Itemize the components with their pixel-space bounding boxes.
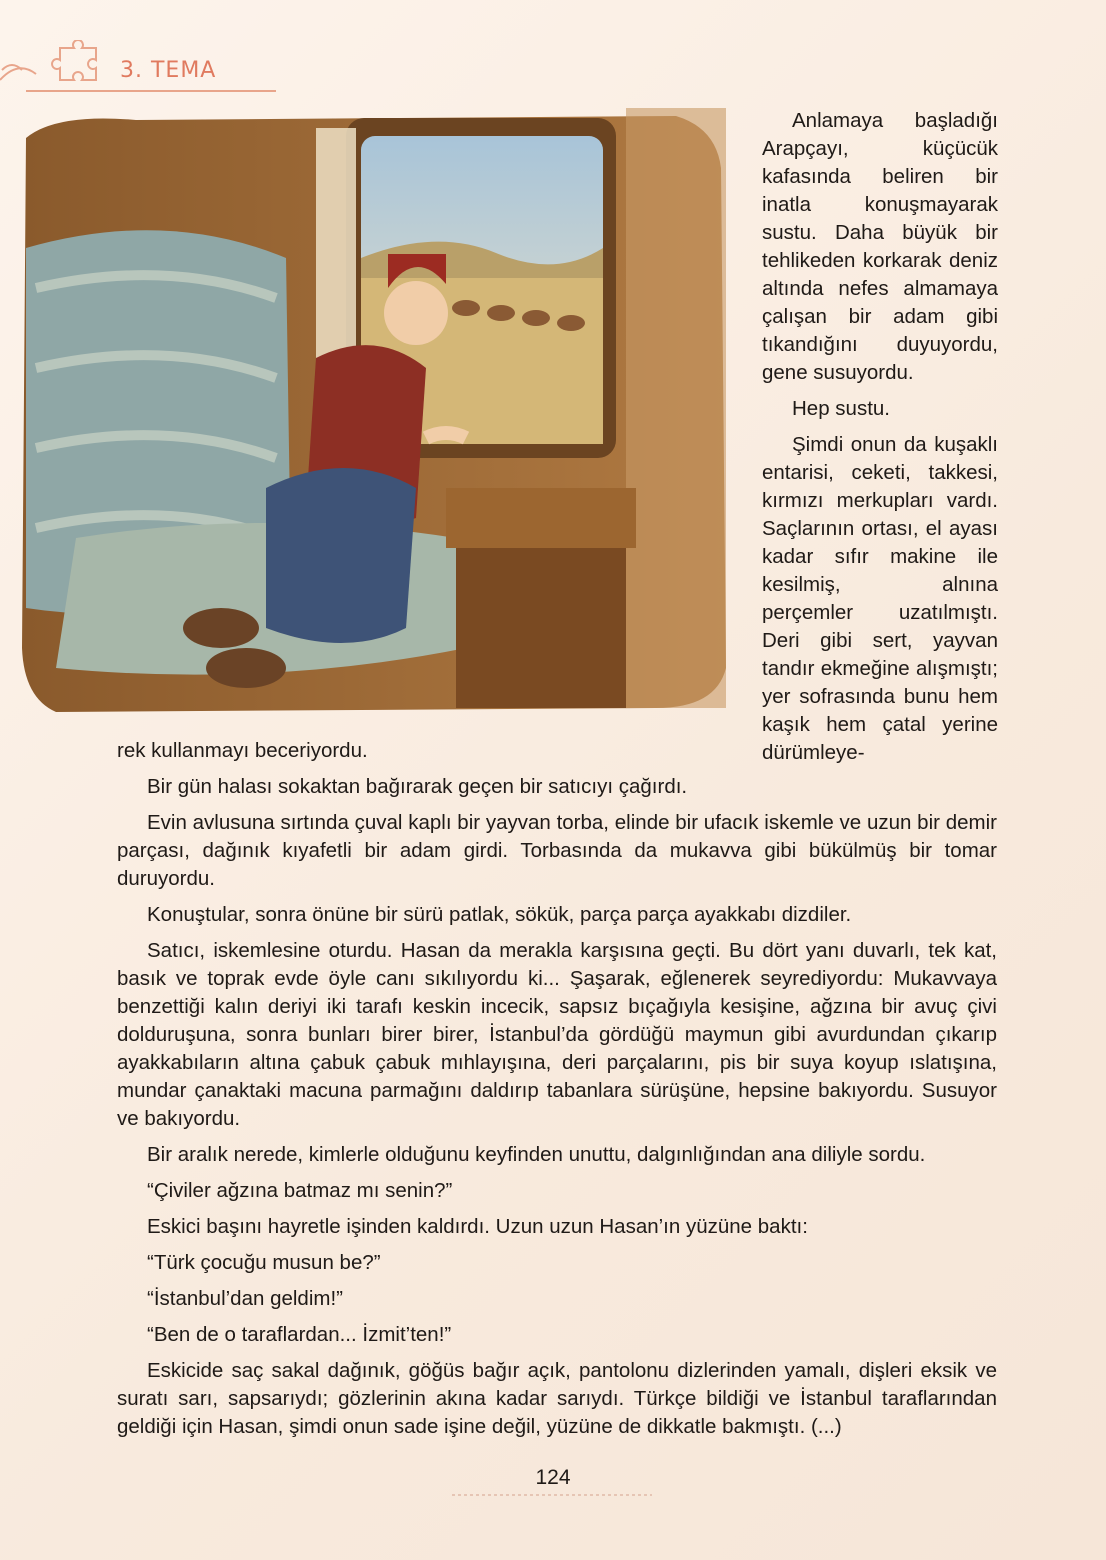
paragraph: Evin avlusuna sırtında çuval kaplı bir yayvan torba, elinde bir ufacık iskemle ve uzun bir demir parçası, dağınık kıyafetli bir adam girdi. Torbasında da mukavva gibi bükülmüş bir tomar duruyordu. bbox=[117, 811, 997, 890]
column-paragraph: Anlamaya başladığı Arapçayı, küçücük kafasında beliren bir inatla konuşmayarak sustu. Daha büyük bir tehlikeden korkarak deniz altında nefes almamaya çalışan bir adam gibi tıkandığını duyuyordu, gene susuyordu. bbox=[762, 109, 998, 384]
dialogue-line: “Çiviler ağzına batmaz mı senin?” bbox=[147, 1179, 453, 1202]
paragraph: Konuştular, sonra önüne bir sürü patlak, sökük, parça parça ayakkabı dizdiler. bbox=[147, 903, 852, 926]
dialogue-line: “Ben de o taraflardan... İzmit’ten!” bbox=[147, 1323, 452, 1346]
page-number-rule bbox=[452, 1494, 652, 1496]
paragraph: Satıcı, iskemlesine oturdu. Hasan da merakla karşısına geçti. Bu dört yanı duvarlı, tek kat, basık ve toprak evde öyle canı sıkılıyordu ki... Şaşarak, eğlenerek seyrediyordu: Mukavvaya benzettiği kalın deriyi iki tarafı keskin incecik, sapsız bıçağıyla kesişine, ağzına bir avuç çivi dolduruşuna, sonra bunları birer birer, İstanbul’da gördüğü maymun gibi avurdundan çıkarıp ayakkabıların altına çabuk çabuk mıhlayışına, deri parçalarını, pis bir suya koyup ıslatışına, mundar çanaktaki macuna parmağını daldırıp tabanlara sürüşüne, hepsine bakıyordu. Susuyor ve bakıyordu. bbox=[117, 939, 997, 1130]
paragraph: Eskici başını hayretle işinden kaldırdı. Uzun uzun Hasan’ın yüzüne baktı: bbox=[147, 1215, 808, 1238]
column-paragraph: Şimdi onun da kuşaklı entarisi, ceketi, takkesi, kırmızı merkupları vardı. Saçlarının ortası, el ayası kadar sıfır makine ile kesilmiş, alnına perçemler uzatılmıştı. Deri gibi sert, yayvan tandır ekmeğine alışmıştı; yer sofrasında bunu hem kaşık hem çatal yerine dürümleye- bbox=[762, 433, 998, 764]
paragraph: Bir aralık nerede, kimlerle olduğunu keyfinden unuttu, dalgınlığından ana diliyle sordu. bbox=[147, 1143, 926, 1166]
paragraph: Eskicide saç sakal dağınık, göğüs bağır açık, pantolonu dizlerinden yamalı, dişleri eksik ve suratı sarı, sapsarıydı; gözlerinin akına kadar sarıydı. Türkçe bildiği ve İstanbul taraflarından geldiği için Hasan, şimdi onun sade işine değil, yüzüne de dikkatle bakmıştı. (...) bbox=[117, 1359, 997, 1438]
theme-label: 3. TEMA bbox=[120, 58, 217, 83]
paragraph: Bir gün halası sokaktan bağırarak geçen bir satıcıyı çağırdı. bbox=[147, 775, 688, 798]
paragraph: rek kullanmayı beceriyordu. bbox=[117, 739, 368, 762]
train-window-illustration bbox=[16, 108, 730, 714]
side-column-text bbox=[762, 107, 998, 767]
main-text bbox=[117, 737, 997, 1441]
header-rule bbox=[26, 90, 276, 92]
dialogue-line: “İstanbul’dan geldim!” bbox=[147, 1287, 343, 1310]
page-number: 124 bbox=[535, 1466, 571, 1489]
dialogue-line: “Türk çocuğu musun be?” bbox=[147, 1251, 381, 1274]
column-paragraph: Hep sustu. bbox=[792, 397, 890, 420]
